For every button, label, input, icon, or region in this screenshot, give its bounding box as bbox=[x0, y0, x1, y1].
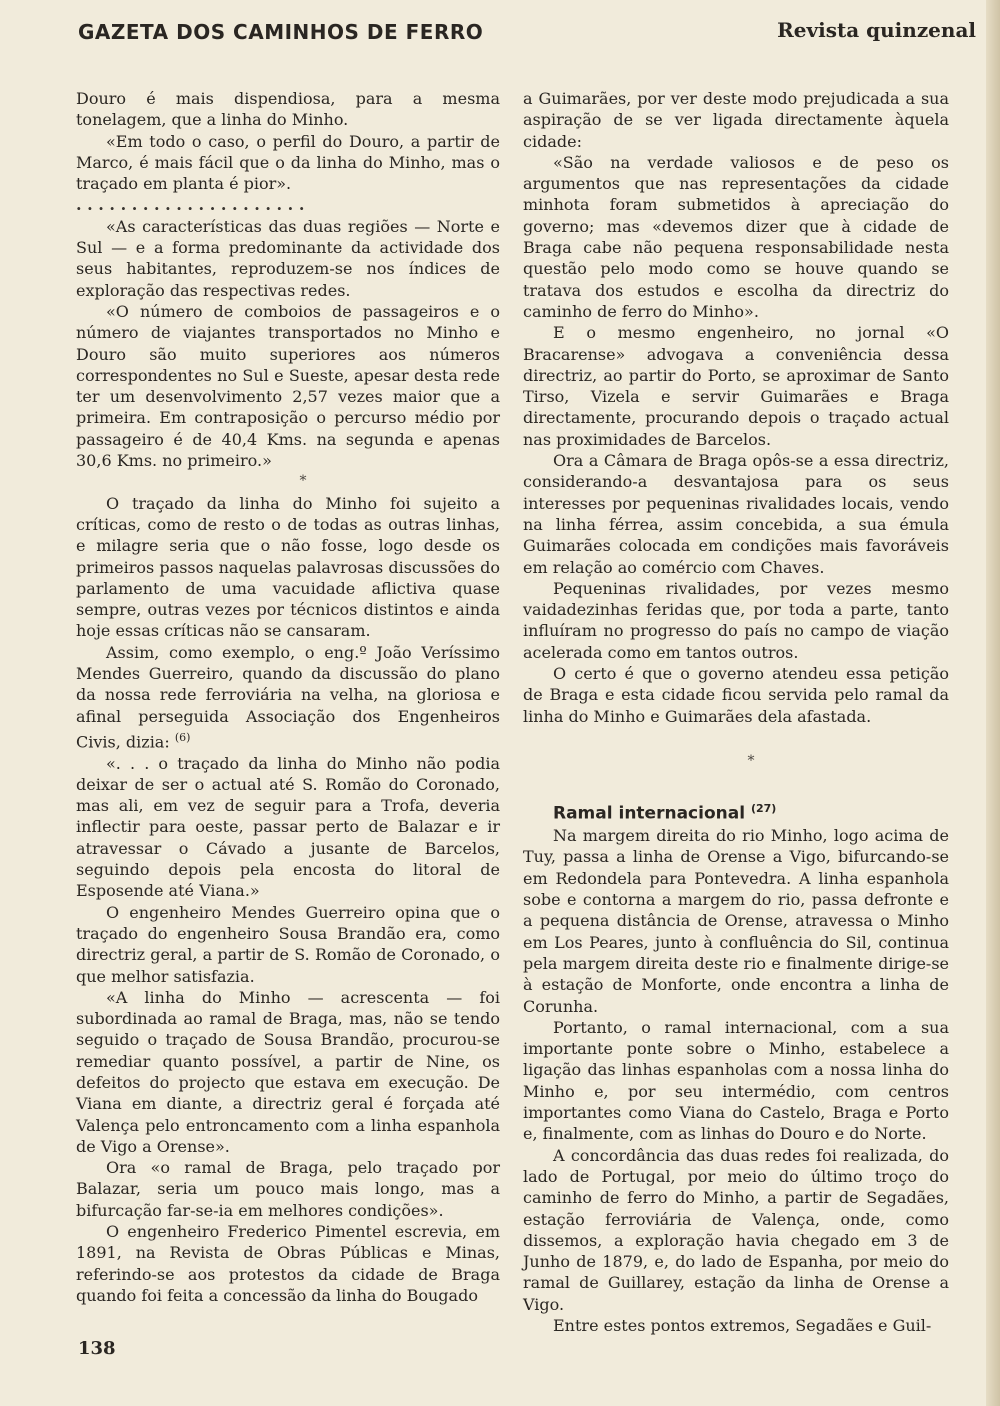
paragraph-text: Assim, como exemplo, o eng.º João Veríssimo Mendes Guerreiro, quando da discussão do plano da nossa rede ferroviária na velha, na gloriosa e afinal perseguida Associação dos Engenheiros Civis, dizia: bbox=[76, 642, 500, 752]
section-separator: * bbox=[747, 752, 755, 769]
paragraph: «O número de comboios de passageiros e o número de viajantes transportados no Minho e Douro são muito superiores aos números correspondentes no Sul e Sueste, apesar desta rede ter um desenvolvimento 2,57 vezes maior que a primeira. Em contraposição o percurso médio por passageiro é de 40,4 Kms. na segunda e apenas 30,6 Kms. no primeiro.» bbox=[76, 301, 500, 471]
journal-title: GAZETA DOS CAMINHOS DE FERRO bbox=[78, 20, 484, 44]
paragraph: «As características das duas regiões — Norte e Sul — e a forma predominante da actividade dos seus habitantes, reproduzem-se nos índices de exploração das respectivas redes. bbox=[76, 216, 500, 300]
footnote-ref: (6) bbox=[174, 730, 191, 744]
paragraph: Na margem direita do rio Minho, logo acima de Tuy, passa a linha de Orense a Vigo, bifurcando-se em Redondela para Pontevedra. A linha espanhola sobe e contorna a margem do rio, passa defronte e a pequena distância de Orense, atravessa o Minho em Los Peares, junto à confluência do Sil, continua pela margem direita deste rio e finalmente dirige-se à estação de Monforte, onde encontra a linha de Corunha. bbox=[523, 826, 949, 1016]
paragraph: Pequeninas rivalidades, por vezes mesmo vaidadezinhas feridas que, por toda a parte, tanto influíram no progresso do país no campo de viação acelerada como em tantos outros. bbox=[523, 578, 949, 662]
section-heading-text: Ramal internacional bbox=[553, 803, 746, 824]
page-spine-shadow bbox=[986, 0, 1000, 1406]
paragraph bbox=[76, 642, 500, 753]
page-number: 138 bbox=[78, 1338, 116, 1359]
footnote-ref: (27) bbox=[750, 802, 777, 816]
paragraph: O traçado da linha do Minho foi sujeito a críticas, como de resto o de todas as outras linhas, e milagre seria que o não fosse, logo desde os primeiros passos naquelas palavrosas discussões do parlamento de uma vacuidade aflictiva quase sempre, outras vezes por técnicos distintos e ainda hoje essas críticas não se cansaram. bbox=[76, 493, 500, 641]
section-separator: * bbox=[299, 473, 307, 490]
paragraph: Entre estes pontos extremos, Segadães e Guil- bbox=[553, 1315, 932, 1335]
paragraph: «. . . o traçado da linha do Minho não podia deixar de ser o actual até S. Romão do Coronado, mas ali, em vez de seguir para a Trofa, deveria inflectir para oeste, passar perto de Balazar e ir atravessar o Cávado a jusante de Barcelos, seguindo depois pela encosta do litoral de Esposende até Viana.» bbox=[76, 753, 500, 901]
left-column bbox=[76, 88, 500, 1306]
ellipsis-divider: . . . . . . . . . . . . . . . . . . . . . bbox=[76, 195, 305, 215]
paragraph: A concordância das duas redes foi realizada, do lado de Portugal, por meio do último troço do caminho de ferro do Minho, a partir de Segadães, estação ferroviária de Valença, onde, como dissemos, a exploração havia chegado em 3 de Junho de 1879, e, do lado de Espanha, por meio do ramal de Guillarey, estação da linha de Orense a Vigo. bbox=[523, 1145, 949, 1314]
paragraph: O engenheiro Frederico Pimentel escrevia, em 1891, na Revista de Obras Públicas e Minas, referindo-se aos protestos da cidade de Braga quando foi feita a concessão da linha do Bougado bbox=[76, 1222, 500, 1305]
paragraph: «Em todo o caso, o perfil do Douro, a partir de Marco, é mais fácil que o da linha do Minho, mas o traçado em planta é pior». bbox=[76, 131, 500, 194]
paragraph: «A linha do Minho — acrescenta — foi subordinada ao ramal de Braga, mas, não se tendo seguido o traçado de Sousa Brandão, procurou-se remediar quanto possível, a partir de Nine, os defeitos do projecto que estava em execução. De Viana em diante, a directriz geral é forçada até Valença pelo entroncamento com a linha espanhola de Vigo a Orense». bbox=[76, 987, 500, 1156]
paragraph: O certo é que o governo atendeu essa petição de Braga e esta cidade ficou servida pelo ramal da linha do Minho e Guimarães dela afastada. bbox=[523, 664, 949, 726]
paragraph: a Guimarães, por ver deste modo prejudicada a sua aspiração de se ver ligada directamente àquela cidade: bbox=[523, 89, 949, 151]
paragraph: Douro é mais dispendiosa, para a mesma tonelagem, que a linha do Minho. bbox=[76, 89, 500, 130]
section-heading bbox=[523, 798, 949, 825]
right-column bbox=[523, 88, 949, 1336]
paragraph: O engenheiro Mendes Guerreiro opina que o traçado do engenheiro Sousa Brandão era, como directriz geral, a partir de S. Romão de Coronado, o que melhor satisfazia. bbox=[76, 902, 500, 986]
journal-subtitle: Revista quinzenal bbox=[777, 18, 976, 42]
paragraph: E o mesmo engenheiro, no jornal «O Bracarense» advogava a conveniência dessa directriz, ao partir do Porto, se aproximar de Santo Tirso, Vizela e servir Guimarães e Braga directamente, procurando depois o traçado actual nas proximidades de Barcelos. bbox=[523, 323, 949, 449]
paragraph: Ora a Câmara de Braga opôs-se a essa directriz, considerando-a desvantajosa para os seus interesses por pequeninas rivalidades locais, vendo na linha férrea, assim concebida, a sua émula Guimarães colocada em condições mais favoráveis em relação ao comércio com Chaves. bbox=[523, 451, 949, 577]
paragraph: Portanto, o ramal internacional, com a sua importante ponte sobre o Minho, estabelece a ligação das linhas espanholas com a nossa linha do Minho e, por seu intermédio, com centros importantes como Viana do Castelo, Braga e Porto e, finalmente, com as linhas do Douro e do Norte. bbox=[523, 1017, 949, 1144]
paragraph: Ora «o ramal de Braga, pelo traçado por Balazar, seria um pouco mais longo, mas a bifurcação far-se-ia em melhores condições». bbox=[76, 1158, 500, 1220]
paragraph: «São na verdade valiosos e de peso os argumentos que nas representações da cidade minhota foram submetidos à apreciação do governo; mas «devemos dizer que à cidade de Braga cabe não pequena responsabilidade nesta questão pelo modo como se houve quando se tratava dos estudos e escolha da directriz do caminho de ferro do Minho». bbox=[523, 152, 949, 321]
